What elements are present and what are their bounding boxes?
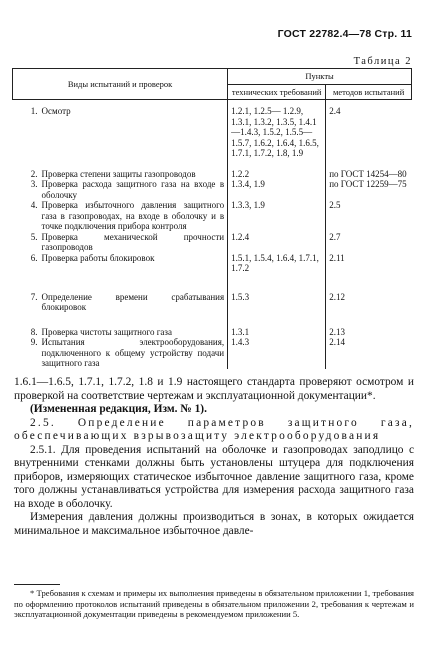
table-row	[13, 337, 412, 369]
amendment-note: (Измененная редакция, Изм. № 1).	[30, 403, 207, 415]
col-tech-header: технических требований	[228, 84, 326, 100]
row-spacer	[13, 159, 412, 169]
tech-req-cell: 1.2.2	[228, 169, 326, 180]
col-kinds-header: Виды испытаний и проверок	[13, 69, 228, 100]
test-name: Проверка механической прочности газопроводов	[41, 231, 225, 252]
col-points-header: Пункты	[228, 69, 412, 85]
method-cell: 2.5	[329, 200, 341, 210]
method-cell: 2.14	[329, 337, 345, 347]
table-row	[13, 200, 412, 232]
body-text	[14, 376, 414, 538]
tech-req-cell: 1.3.1	[228, 327, 326, 338]
test-name: Испытания электрооборудования, подключенного к общему устройству подачи защитного газа	[41, 337, 225, 368]
table-row	[13, 232, 412, 253]
paragraph: 1.6.1—1.6.5, 1.7.1, 1.7.2, 1.8 и 1.9 настоящего стандарта проверяют осмотром и проверкой на соответствие чертежам и эксплуатационной документации*.	[14, 376, 414, 402]
method-cell: 2.7	[329, 231, 341, 242]
test-name-cell	[13, 253, 228, 274]
col-methods-header: методов испытаний	[326, 84, 412, 100]
row-number: 4.	[30, 200, 38, 210]
row-number: 2.	[30, 168, 38, 179]
paragraph: 2.5.1. Для проведения испытаний на оболочке и газопроводах заподлицо с внутренними стенками должны быть установлены штуцера для подключения приборов, измеряющих статическое избыточное давление защитного газа, кроме того должны устанавливаться устройства для измерения расхода защитного газа на входе в оболочку.	[14, 443, 414, 510]
tech-req-cell: 1.2.4	[228, 232, 326, 253]
test-name: Определение времени срабатывания блокировок	[41, 291, 225, 312]
table-row	[13, 292, 412, 313]
method-cell: по ГОСТ 14254—80	[329, 168, 407, 179]
section-heading: 2.5. Определение параметров защитного газа, обеспечивающих взрывозащиту электрооборудования	[14, 416, 414, 442]
table-row	[13, 179, 412, 200]
row-number: 8.	[30, 326, 38, 337]
tech-req-cell: 1.2.1, 1.2.5— 1.2.9, 1.3.1, 1.3.2, 1.3.5, 1.4.1—1.4.3, 1.5.2, 1.5.5—1.5.7, 1.6.2, 1.6.4, 1.6.5, 1.7.1, 1.7.2, 1.8, 1.9	[228, 100, 326, 159]
row-number: 6.	[30, 252, 38, 263]
test-name-cell	[13, 327, 228, 338]
test-name-cell	[13, 179, 228, 200]
row-number: 3.	[30, 179, 38, 189]
test-name: Проверка чистоты защитного газа	[41, 326, 172, 337]
row-number: 5.	[30, 231, 38, 242]
test-name: Проверка степени защиты газопроводов	[41, 168, 196, 179]
tech-req-cell: 1.5.3	[228, 292, 326, 313]
method-cell: 2.11	[329, 252, 345, 263]
test-name-cell	[13, 200, 228, 232]
tech-req-cell: 1.3.4, 1.9	[228, 179, 326, 200]
table-row	[13, 169, 412, 180]
footnote-rule	[14, 584, 60, 585]
table-row	[13, 327, 412, 338]
method-cell: 2.12	[329, 291, 345, 302]
footnote-text: * Требования к схемам и примеры их выполнения приведены в обязательном приложении 1, требования по оформлению протоколов испытаний приведены в обязательном приложении 2, требования к чертежам и эксплуатационной документации приведены в рекомендуемом приложении 5.	[14, 588, 414, 620]
test-name: Проверка работы блокировок	[41, 252, 155, 263]
test-name-cell	[13, 169, 228, 180]
test-name: Проверка избыточного давления защитного газа в газопроводах, на входе в оболочку и в точке подключения прибора контроля	[41, 200, 225, 231]
test-name-cell	[13, 232, 228, 253]
tech-req-cell: 1.5.1, 1.5.4, 1.6.4, 1.7.1, 1.7.2	[228, 253, 326, 274]
row-spacer	[13, 274, 412, 292]
table-body	[13, 100, 412, 369]
test-name: Проверка расхода защитного газа на входе в оболочку	[41, 179, 225, 200]
paragraph: Измерения давления должны производиться в зонах, в которых ожидается минимальное и максимальное избыточное давле-	[14, 511, 414, 537]
method-cell: по ГОСТ 12259—75	[329, 179, 407, 189]
tests-table	[12, 68, 412, 369]
test-name: Осмотр	[41, 106, 71, 116]
row-number: 7.	[30, 291, 38, 302]
row-number: 1.	[30, 106, 38, 116]
table-caption: Таблица 2	[353, 56, 412, 67]
tech-req-cell: 1.3.3, 1.9	[228, 200, 326, 232]
table-row	[13, 100, 412, 159]
method-cell: 2.4	[329, 106, 341, 116]
page-header: ГОСТ 22782.4—78 Стр. 11	[277, 28, 412, 40]
footnote	[14, 588, 414, 620]
row-spacer	[13, 313, 412, 327]
table-row	[13, 253, 412, 274]
test-name-cell	[13, 100, 228, 159]
row-number: 9.	[30, 337, 38, 347]
test-name-cell	[13, 292, 228, 313]
test-name-cell	[13, 337, 228, 369]
method-cell: 2.13	[329, 326, 345, 337]
tech-req-cell: 1.4.3	[228, 337, 326, 369]
